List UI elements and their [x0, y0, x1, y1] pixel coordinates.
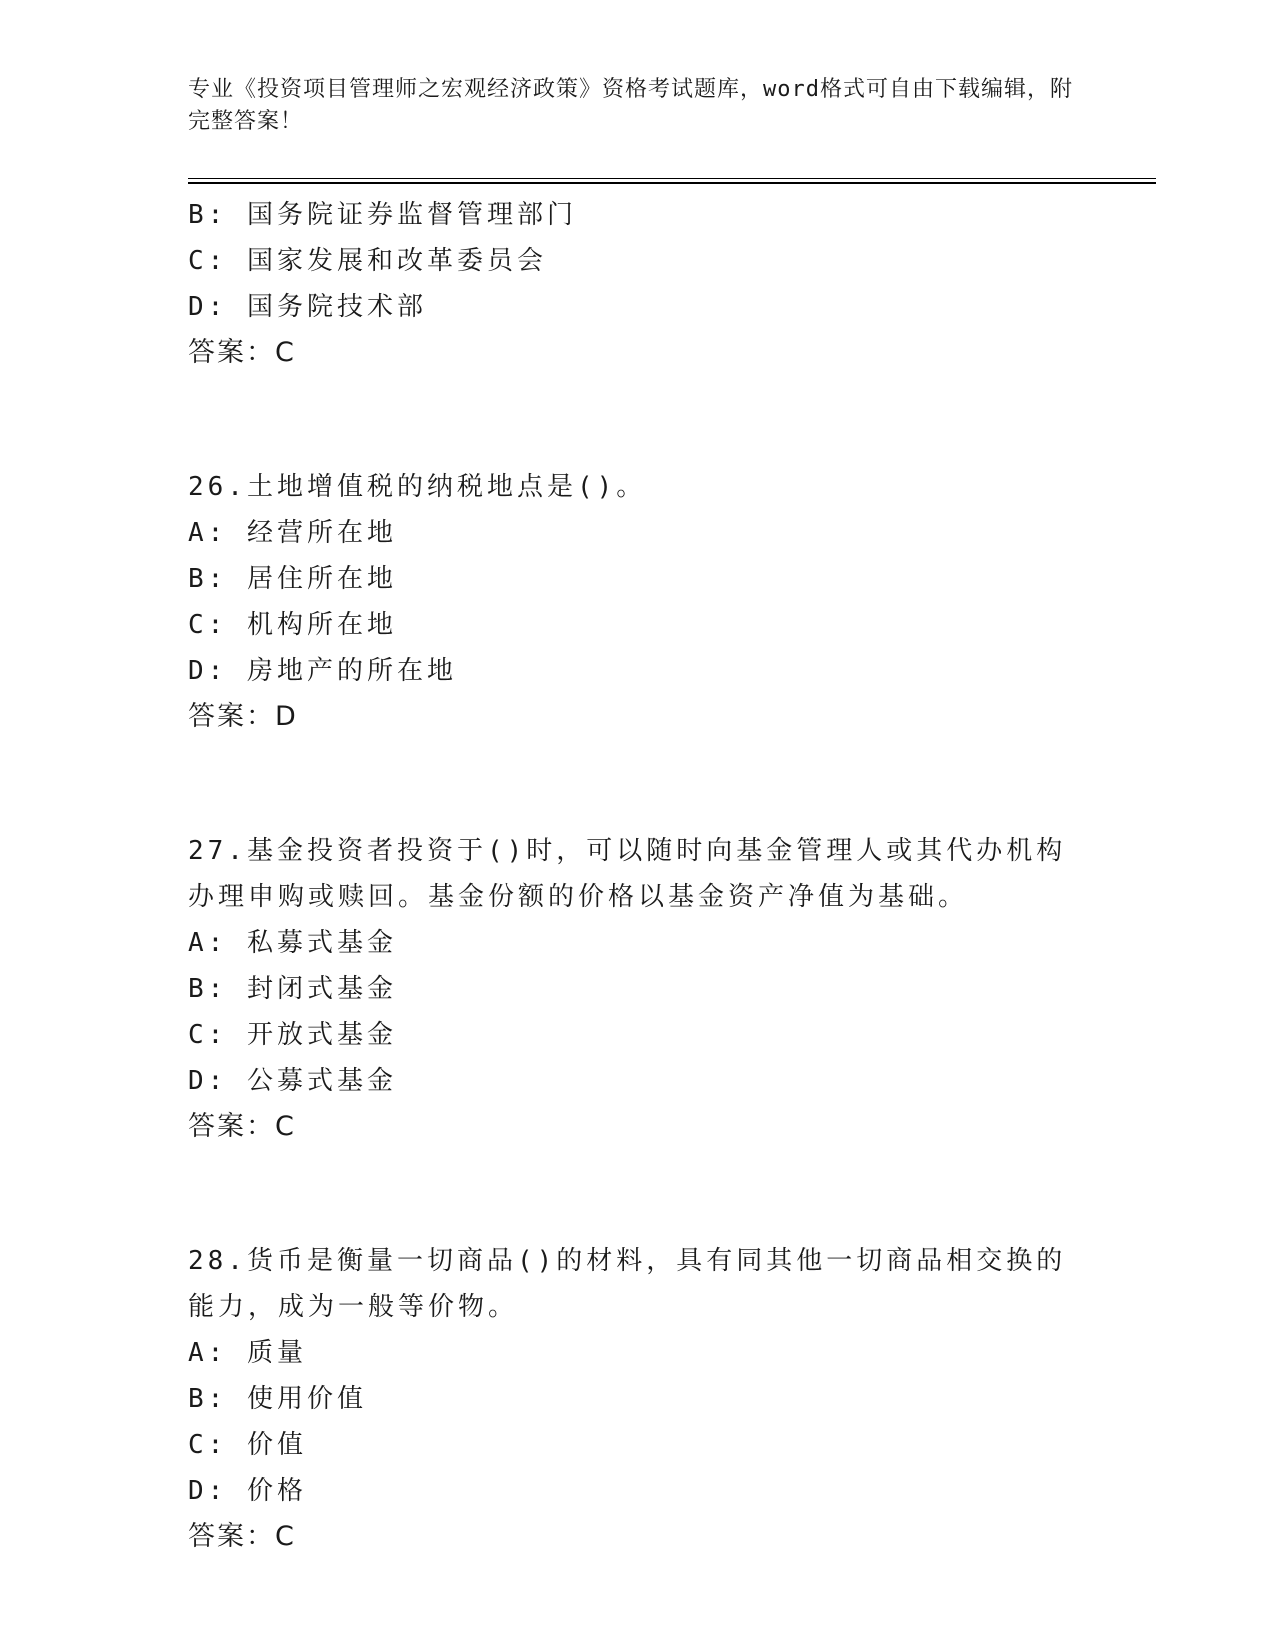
option-b: B: 封闭式基金	[188, 974, 397, 1004]
question-list	[188, 192, 1088, 1560]
spacer	[188, 1150, 1088, 1238]
question-26	[188, 464, 1088, 740]
option-b: B: 居住所在地	[188, 564, 397, 594]
document-header: 专业《投资项目管理师之宏观经济政策》资格考试题库，word格式可自由下载编辑，附完整答案！	[188, 77, 1073, 134]
option-d: D: 房地产的所在地	[188, 656, 457, 686]
answer-line: 答案：C	[188, 337, 296, 368]
question-28	[188, 1238, 1088, 1560]
question-text: 28.货币是衡量一切商品()的材料，具有同其他一切商品相交换的能力，成为一般等价物。	[188, 1246, 1067, 1322]
option-a: A: 经营所在地	[188, 518, 397, 548]
question-text: 26.土地增值税的纳税地点是()。	[188, 472, 647, 502]
continued-question	[188, 192, 1088, 376]
option-a: A: 质量	[188, 1338, 307, 1368]
answer-line: 答案：D	[188, 701, 298, 732]
spacer	[188, 740, 1088, 828]
option-c: C: 国家发展和改革委员会	[188, 246, 547, 276]
question-text: 27.基金投资者投资于()时，可以随时向基金管理人或其代办机构办理申购或赎回。基金份额的价格以基金资产净值为基础。	[188, 836, 1067, 912]
option-b: B: 国务院证券监督管理部门	[188, 200, 577, 230]
option-d: D: 公募式基金	[188, 1066, 397, 1096]
question-27	[188, 828, 1088, 1150]
answer-line: 答案：C	[188, 1111, 296, 1142]
answer-line: 答案：C	[188, 1521, 296, 1552]
header-divider-thick	[188, 182, 1156, 184]
option-c: C: 机构所在地	[188, 610, 397, 640]
option-a: A: 私募式基金	[188, 928, 397, 958]
header-divider-thin	[188, 178, 1156, 179]
option-d: D: 国务院技术部	[188, 292, 427, 322]
option-b: B: 使用价值	[188, 1384, 367, 1414]
spacer	[188, 376, 1088, 464]
option-c: C: 价值	[188, 1430, 307, 1460]
option-c: C: 开放式基金	[188, 1020, 397, 1050]
option-d: D: 价格	[188, 1476, 307, 1506]
